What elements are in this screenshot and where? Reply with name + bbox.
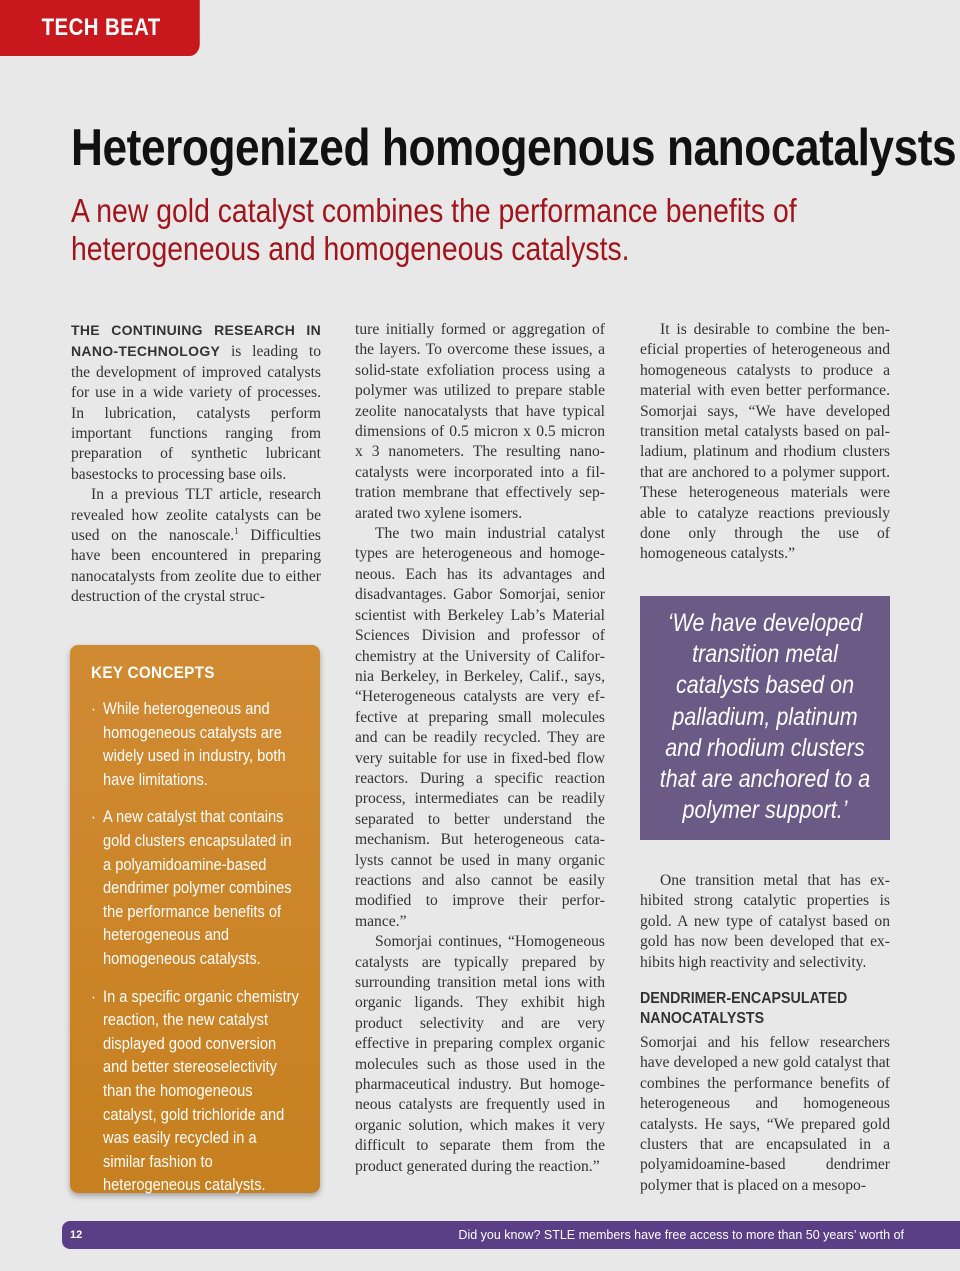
key-concept-item: · In a specific organic chemistry reaction, the new catalyst displayed good conversion and better stereoselectivity than the homogeneous catalyst, gold trichloride and was easily recycled in a similar fashion to heterogeneous catalysts. — [91, 986, 299, 1195]
article-column-3 — [640, 320, 890, 565]
paragraph-text: Difficulties have been encountered in preparing nanocatalysts from zeolite due to either destruction of the crystal struc- — [71, 527, 321, 606]
bullet-icon: · — [91, 986, 96, 1006]
key-concept-item: · While heterogeneous and homogeneous catalysts are widely used in industry, both have limitations. — [91, 699, 286, 789]
headline: Heterogenized homogenous nanocatalysts — [71, 119, 957, 177]
key-concepts-list — [91, 697, 302, 1197]
paragraph: ture initially formed or aggregation of the layers. To overcome these issues, a solid-state exfoliation process using a polymer was utilized to prepare stable zeolite nanocatalysts that have typical dimensions of 0.5 micron x 0.5 micron x 3 nanometers. The resulting nanocatalysts were incorporated into a filtration membrane that effectively separated two xylene isomers. — [355, 321, 605, 522]
paragraph: Somorjai and his fellow researchers have developed a new gold catalyst that combines the performance benefits of heterogeneous and homogeneous catalysts. He says, “We prepared gold clusters that are encapsulated in a polyamidoamine-based dendrimer polymer that is placed on a mesopo- — [640, 1034, 890, 1194]
paragraph — [71, 320, 321, 485]
page-number: 12 — [70, 1229, 83, 1241]
footer-bar — [62, 1221, 960, 1249]
article-column-1 — [71, 320, 321, 608]
pull-quote-text: ‘We have developed transition metal catalysts based on palladium, platinum and rhodium clusters that are anchored to a polymer support.’ — [659, 609, 871, 825]
reference-superscript: 1 — [234, 525, 239, 536]
article-column-2 — [355, 320, 605, 1177]
paragraph: One transition metal that has exhibited strong catalytic properties is gold. A new type of catalyst based on gold has now been developed that exhibits high reactivity and selectivity. — [640, 872, 890, 971]
key-concept-item: · A new catalyst that contains gold clusters encapsulated in a polyamidoamine-based dendrimer polymer combines the performance benefits of heterogeneous and homogeneous catalysts. — [91, 807, 292, 968]
key-concepts-box — [70, 645, 320, 1193]
key-concepts-title: KEY CONCEPTS — [91, 663, 215, 682]
pull-quote — [640, 596, 890, 840]
deck-subtitle: A new gold catalyst combines the performance benefits of heterogeneous and homogeneous catalysts. — [71, 192, 797, 267]
paragraph: It is desirable to combine the beneficial properties of heterogeneous and homogeneous catalysts to produce a material with even better performance. Somorjai says, “We have developed transition metal catalysts based on palladium, platinum and rhodium clusters that are anchored to a polymer support. These heterogeneous materials were able to catalyze reactions previously done only through the use of homogeneous catalysts.” — [640, 321, 890, 563]
paragraph: Somorjai continues, “Homogeneous catalysts are typically prepared by surrounding transition metal ions with organic ligands. They exhibit high product selectivity and are very effective in preparing complex organic molecules such as those used in the pharmaceutical industry. But homogeneous catalysts are frequently used in organic solution, which makes it very difficult to separate them from the product generated during the reaction.” — [355, 933, 605, 1175]
article-column-3-continued — [640, 871, 890, 1196]
paragraph: The two main industrial catalyst types are heterogeneous and homogeneous. Each has its advantages and disadvantages. Gabor Somorjai, senior scientist with Berkeley Lab’s Material Sciences Division and professor of chemistry at the University of California Berkeley, in Berkeley, Calif., says, “Heterogeneous catalysts are very effective at preparing small molecules and can be readily recycled. They are very suitable for use in fixed-bed flow reactors. During a specific reaction process, intermediates can be readily separated to better understand the mechanism. But heterogeneous catalysts cannot be used in many organic reactions and also cannot be easily modified to improve their performance.” — [355, 525, 605, 930]
bullet-icon: · — [91, 699, 96, 718]
paragraph-text: In a previous TLT article, research revealed how zeolite catalysts can be used on the nanoscale. — [71, 486, 321, 545]
bullet-icon: · — [91, 807, 96, 827]
section-tab: TECH BEAT — [0, 0, 200, 56]
footer-promo-text: Did you know? STLE members have free access to more than 50 years’ worth of — [458, 1228, 904, 1242]
paragraph-text: is leading to the development of improved catalysts for use in a wide variety of processes. In lubrication, catalysts perform important functions ranging from preparation of synthetic lubricant basestocks to processing base oils. — [71, 343, 321, 483]
section-subhead: DENDRIMER-ENCAPSULATED NANOCATALYSTS — [640, 990, 848, 1028]
lead-in: THE CONTINUING RESEARCH IN NANO-TECHNOLOGY — [71, 322, 321, 360]
paragraph — [71, 485, 321, 607]
